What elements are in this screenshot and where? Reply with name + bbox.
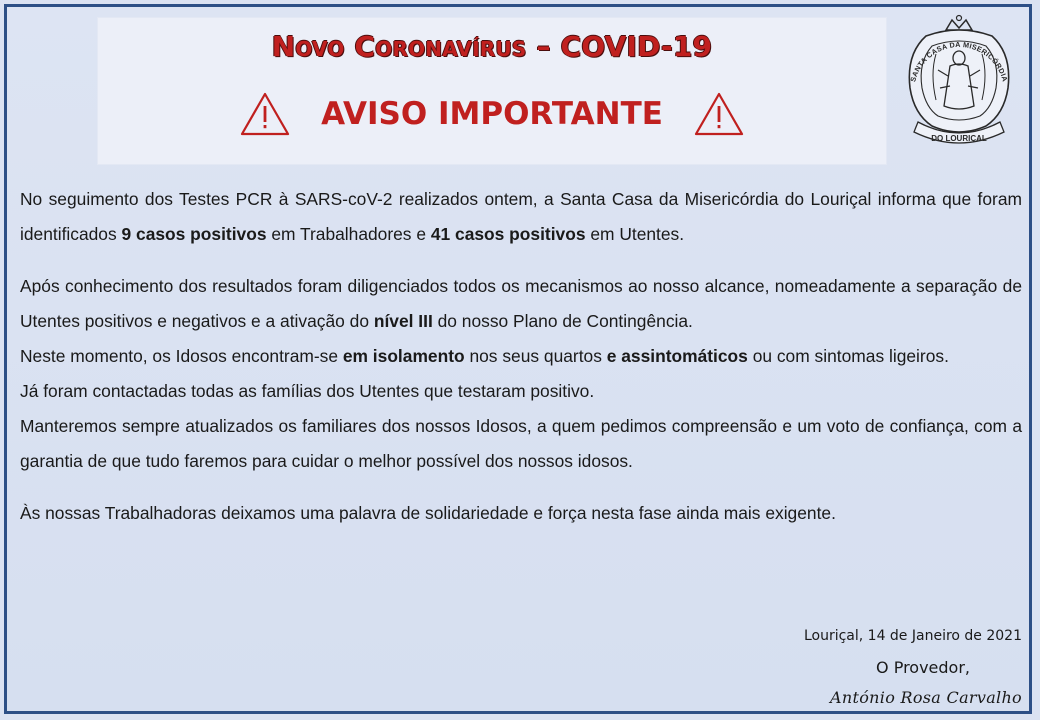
warning-triangle-icon xyxy=(239,91,291,137)
paragraph-1: No seguimento dos Testes PCR à SARS-coV-2 realizados ontem, a Santa Casa da Misericórdia do Louriçal informa que foram identificados 9 casos positivos em Trabalhadores e 41 casos positivos em Utentes. xyxy=(20,189,1022,244)
svg-text:DO LOURIÇAL: DO LOURIÇAL xyxy=(931,134,987,143)
signatory-role: O Provedor, xyxy=(876,658,970,677)
signature: António Rosa Carvalho xyxy=(830,688,1022,707)
paragraph-4: Já foram contactadas todas as famílias dos Utentes que testaram positivo. xyxy=(20,381,595,401)
date-line: Louriçal, 14 de Janeiro de 2021 xyxy=(803,628,1022,644)
header-box xyxy=(98,18,886,164)
svg-text:SANTA CASA DA MISERICÓRDIA: SANTA CASA DA MISERICÓRDIA xyxy=(908,39,1010,83)
paragraph-5: Manteremos sempre atualizados os familiares dos nossos Idosos, a quem pedimos compreensão e um voto de confiança, com a garantia de que tudo faremos para cuidar o melhor possível dos nossos idosos. xyxy=(20,416,1022,471)
santa-casa-logo xyxy=(896,14,1022,158)
warning-triangle-icon xyxy=(693,91,745,137)
paragraph-2: Após conhecimento dos resultados foram diligenciados todos os mecanismos ao nosso alcance, nomeadamente a separação de Utentes positivos e negativos e a ativação do nível III do nosso Plano de Contingência. xyxy=(20,276,1022,331)
paragraph-6: Às nossas Trabalhadoras deixamos uma palavra de solidariedade e força nesta fase ainda mais exigente. xyxy=(20,503,836,523)
warning-heading: AVISO IMPORTANTE xyxy=(321,96,663,132)
warning-row xyxy=(98,84,886,144)
paragraph-3: Neste momento, os Idosos encontram-se em isolamento nos seus quartos e assintomáticos ou com sintomas ligeiros. xyxy=(20,346,949,366)
notice-title: Novo Coronavírus – COVID-19 xyxy=(271,30,713,63)
notice-body xyxy=(20,182,1022,531)
